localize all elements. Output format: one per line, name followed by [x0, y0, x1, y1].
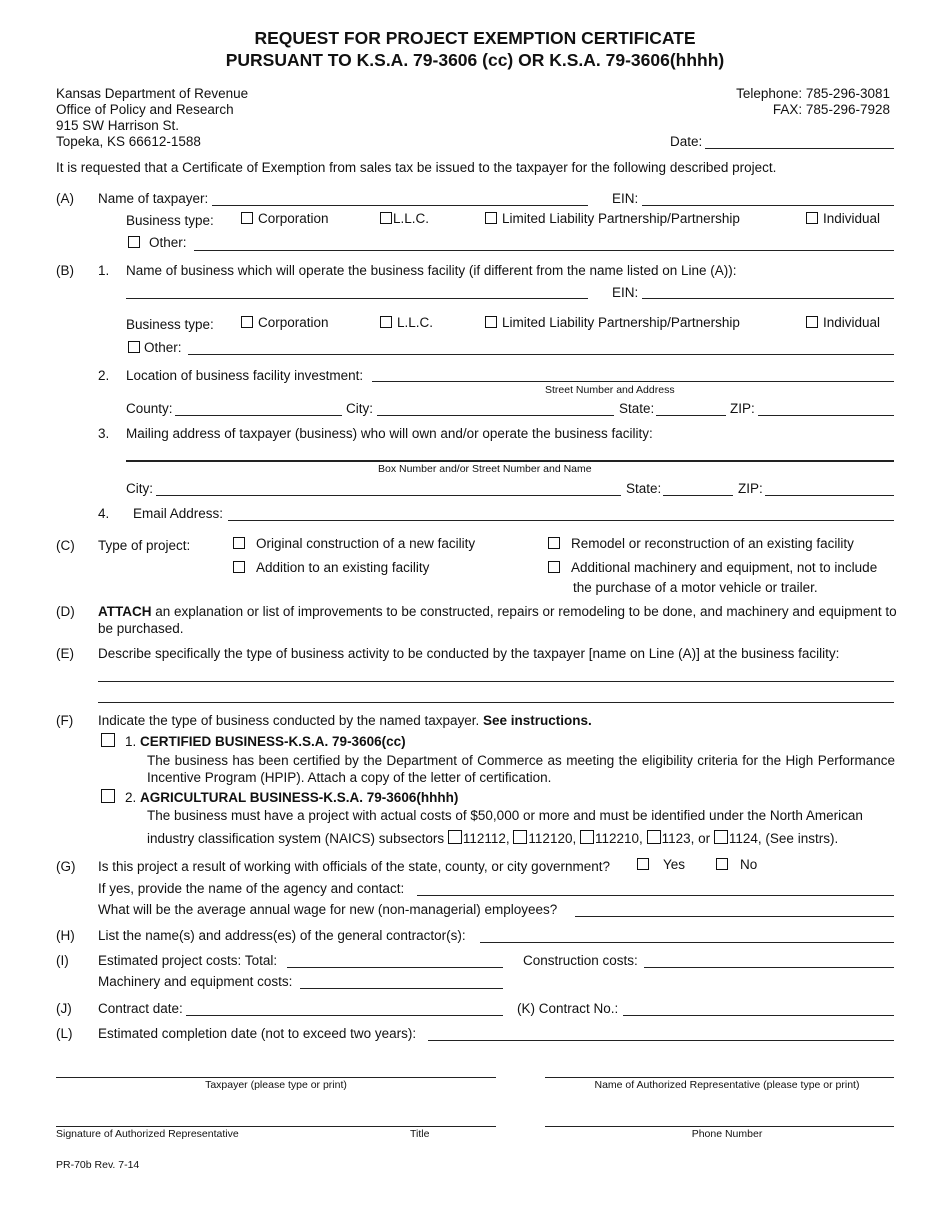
mail-city-field[interactable]	[156, 495, 621, 496]
mail-zip-field[interactable]	[765, 495, 894, 496]
checkbox-icon	[448, 830, 462, 844]
city-label: City:	[346, 401, 373, 416]
a-type-other[interactable]: Other:	[128, 235, 187, 250]
section-f-marker: (F)	[56, 713, 74, 728]
section-f-intro: Indicate the type of business conducted by the named taxpayer. See instructions.	[98, 713, 592, 728]
f-option-certified[interactable]: 1. CERTIFIED BUSINESS-K.S.A. 79-3606(cc)	[101, 733, 406, 749]
checkbox-icon	[580, 830, 594, 844]
signature-caption: Signature of Authorized Representative	[56, 1128, 239, 1140]
section-i-marker: (I)	[56, 953, 69, 968]
total-cost-field[interactable]	[287, 967, 503, 968]
phone-field[interactable]	[545, 1126, 894, 1127]
county-field[interactable]	[175, 415, 342, 416]
checkbox-icon	[128, 341, 140, 353]
checkbox-icon	[233, 561, 245, 573]
agency-contact-field[interactable]	[417, 895, 894, 896]
checkbox-icon	[128, 236, 140, 248]
agency-fax: FAX: 785-296-7928	[772, 102, 890, 117]
b-type-individual[interactable]: Individual	[806, 315, 880, 330]
street-caption: Street Number and Address	[545, 384, 675, 396]
b-other-field[interactable]	[188, 354, 894, 355]
contractor-field[interactable]	[480, 942, 894, 943]
b-type-corporation[interactable]: Corporation	[241, 315, 329, 330]
agency-office: Office of Policy and Research	[56, 102, 234, 117]
f-option-agricultural-text: The business must have a project with actual costs of $50,000 or more and must be identified under the North American	[147, 808, 863, 823]
a-other-field[interactable]	[194, 250, 894, 251]
taxpayer-name-label: Name of taxpayer:	[98, 191, 209, 206]
taxpayer-ein-field[interactable]	[642, 205, 894, 206]
a-type-llc[interactable]: L.L.C.	[380, 211, 429, 226]
checkbox-icon	[513, 830, 527, 844]
naics-line: industry classification system (NAICS) subsectors 112112, 112120, 112210, 1123, or 1124, (See instrs).	[147, 831, 839, 846]
mail-state-label: State:	[626, 481, 662, 496]
naics-1124[interactable]: 1124, (See instrs).	[714, 831, 838, 846]
b2-number: 2.	[98, 368, 110, 383]
naics-1123[interactable]: 1123, or	[647, 831, 711, 846]
b-ein-label: EIN:	[612, 285, 639, 300]
section-j-marker: (J)	[56, 1001, 72, 1016]
total-cost-label: Estimated project costs: Total:	[98, 953, 278, 968]
date-field[interactable]	[705, 148, 894, 149]
checkbox-icon	[485, 212, 497, 224]
county-label: County:	[126, 401, 173, 416]
section-a-marker: (A)	[56, 191, 74, 206]
checkbox-icon	[101, 733, 115, 747]
zip-label: ZIP:	[730, 401, 755, 416]
government-question: Is this project a result of working with officials of the state, county, or city government?	[98, 859, 610, 874]
a-type-llp[interactable]: Limited Liability Partnership/Partnership	[485, 211, 740, 226]
project-addition[interactable]: Addition to an existing facility	[233, 560, 429, 575]
agency-contact-label: If yes, provide the name of the agency and contact:	[98, 881, 405, 896]
section-e-marker: (E)	[56, 646, 74, 661]
b1-number: 1.	[98, 263, 110, 278]
section-d-marker: (D)	[56, 604, 75, 619]
date-label: Date:	[670, 134, 703, 149]
checkbox-icon	[233, 537, 245, 549]
section-h-marker: (H)	[56, 928, 75, 943]
checkbox-icon	[380, 212, 392, 224]
email-field[interactable]	[228, 520, 894, 521]
machinery-cost-label: Machinery and equipment costs:	[98, 974, 293, 989]
b4-number: 4.	[98, 506, 110, 521]
mail-state-field[interactable]	[663, 495, 733, 496]
agency-city: Topeka, KS 66612-1588	[56, 134, 201, 149]
section-b-marker: (B)	[56, 263, 74, 278]
completion-date-label: Estimated completion date (not to exceed two years):	[98, 1026, 417, 1041]
form-id: PR-70b Rev. 7-14	[56, 1159, 140, 1171]
section-g-marker: (G)	[56, 859, 76, 874]
contract-no-field[interactable]	[623, 1015, 894, 1016]
government-yes[interactable]: Yes	[637, 857, 685, 872]
checkbox-icon	[101, 789, 115, 803]
rep-name-caption: Name of Authorized Representative (please type or print)	[594, 1079, 860, 1091]
section-d-text: ATTACH an explanation or list of improvements to be constructed, repairs or remodeling to be done, and machinery and equipment to be purchased.	[98, 604, 897, 636]
b-ein-field[interactable]	[642, 298, 894, 299]
business-activity-field-1[interactable]	[98, 681, 894, 682]
checkbox-icon	[548, 561, 560, 573]
facility-zip-field[interactable]	[758, 415, 894, 416]
b3-question: Mailing address of taxpayer (business) who will own and/or operate the business facility:	[126, 426, 653, 441]
intro-text: It is requested that a Certificate of Exemption from sales tax be issued to the taxpayer for the following described project.	[56, 160, 777, 175]
naics-112210[interactable]: 112210,	[580, 831, 643, 846]
contractor-label: List the name(s) and address(es) of the general contractor(s):	[98, 928, 466, 943]
contract-date-field[interactable]	[186, 1015, 503, 1016]
checkbox-icon	[806, 212, 818, 224]
facility-city-field[interactable]	[377, 415, 614, 416]
construction-cost-field[interactable]	[644, 967, 894, 968]
phone-caption: Phone Number	[691, 1128, 763, 1140]
taxpayer-name-field[interactable]	[212, 205, 588, 206]
checkbox-icon	[380, 316, 392, 328]
mailing-address-field[interactable]	[126, 460, 894, 462]
b-business-type-label: Business type:	[126, 317, 214, 332]
construction-cost-label: Construction costs:	[523, 953, 638, 968]
b3-number: 3.	[98, 426, 110, 441]
project-original-construction[interactable]: Original construction of a new facility	[233, 536, 475, 551]
contract-date-label: Contract date:	[98, 1001, 183, 1016]
project-additional-machinery-line2: the purchase of a motor vehicle or trailer.	[573, 580, 818, 595]
form-title-line1: REQUEST FOR PROJECT EXEMPTION CERTIFICATE	[254, 28, 696, 48]
a-type-individual[interactable]: Individual	[806, 211, 880, 226]
checkbox-icon	[714, 830, 728, 844]
email-label: Email Address:	[133, 506, 224, 521]
agency-name: Kansas Department of Revenue	[56, 86, 249, 101]
contract-no-label: (K) Contract No.:	[517, 1001, 619, 1016]
b1-question: Name of business which will operate the business facility (if different from the name listed on Line (A)):	[126, 263, 737, 278]
box-caption: Box Number and/or Street Number and Name	[378, 463, 592, 475]
state-label: State:	[619, 401, 655, 416]
b-type-llp[interactable]: Limited Liability Partnership/Partnership	[485, 315, 740, 330]
facility-street-field[interactable]	[372, 381, 894, 382]
a-type-corporation[interactable]: Corporation	[241, 211, 329, 226]
naics-112112[interactable]: 112112,	[448, 831, 510, 846]
checkbox-icon	[241, 316, 253, 328]
checkbox-icon	[241, 212, 253, 224]
government-no[interactable]: No	[716, 857, 757, 872]
checkbox-icon	[485, 316, 497, 328]
signature-field[interactable]	[56, 1126, 496, 1127]
b2-question: Location of business facility investment:	[126, 368, 364, 383]
b-type-llc[interactable]: L.L.C.	[380, 315, 433, 330]
naics-112120[interactable]: 112120,	[513, 831, 576, 846]
section-c-marker: (C)	[56, 538, 75, 553]
wage-field[interactable]	[575, 916, 894, 917]
rep-name-field[interactable]	[545, 1077, 894, 1078]
mail-city-label: City:	[126, 481, 153, 496]
project-remodel[interactable]: Remodel or reconstruction of an existing facility	[548, 536, 854, 551]
taxpayer-print-caption: Taxpayer (please type or print)	[205, 1079, 347, 1091]
project-type-label: Type of project:	[98, 538, 191, 553]
agency-street: 915 SW Harrison St.	[56, 118, 180, 133]
checkbox-icon	[637, 858, 649, 870]
checkbox-icon	[647, 830, 661, 844]
business-activity-field-2[interactable]	[98, 702, 894, 703]
business-type-label: Business type:	[126, 213, 214, 228]
wage-label: What will be the average annual wage for new (non-managerial) employees?	[98, 902, 558, 917]
taxpayer-print-field[interactable]	[56, 1077, 496, 1078]
title-caption: Title	[410, 1128, 430, 1140]
f-option-certified-text: The business has been certified by the Department of Commerce as meeting the eligibility criteria for the High Performance Incentive Program (HPIP). Attach a copy of the letter of certification.	[147, 753, 895, 785]
section-e-text: Describe specifically the type of business activity to be conducted by the taxpayer [name on Line (A)] at the business facility:	[98, 646, 840, 661]
machinery-cost-field[interactable]	[300, 988, 503, 989]
facility-state-field[interactable]	[656, 415, 726, 416]
agency-telephone: Telephone: 785-296-3081	[736, 86, 890, 101]
mail-zip-label: ZIP:	[738, 481, 763, 496]
b-type-other[interactable]: Other:	[128, 340, 182, 355]
checkbox-icon	[806, 316, 818, 328]
checkbox-icon	[716, 858, 728, 870]
f-option-agricultural[interactable]: 2. AGRICULTURAL BUSINESS-K.S.A. 79-3606(hhhh)	[101, 789, 458, 805]
checkbox-icon	[548, 537, 560, 549]
completion-date-field[interactable]	[428, 1040, 894, 1041]
b1-business-name-field[interactable]	[126, 298, 588, 299]
ein-label: EIN:	[612, 191, 639, 206]
form-title-line2: PURSUANT TO K.S.A. 79-3606 (cc) OR K.S.A. 79-3606(hhhh)	[225, 50, 725, 70]
project-additional-machinery[interactable]: Additional machinery and equipment, not to include	[548, 560, 877, 575]
section-l-marker: (L)	[56, 1026, 73, 1041]
